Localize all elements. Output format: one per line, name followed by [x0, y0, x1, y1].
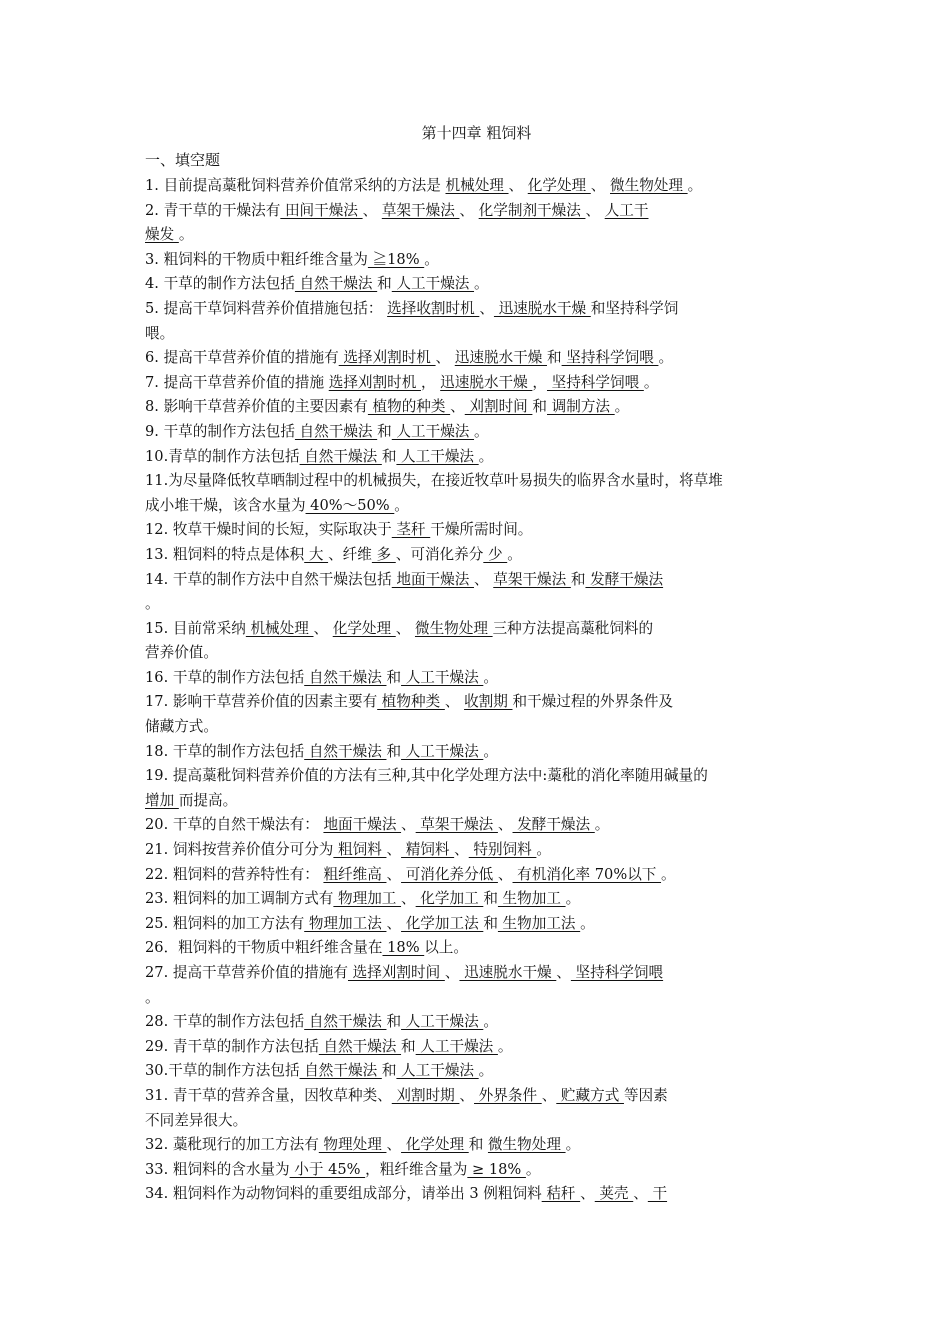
question-line: [145, 1109, 808, 1134]
question-line: [145, 346, 808, 371]
question-text: 。: [565, 1136, 581, 1154]
question-text: 、: [541, 1086, 557, 1104]
question-text: 17. 影响干草营养价值的因素主要有: [145, 693, 378, 711]
answer-blank: 调制方法: [547, 398, 615, 416]
question-text: 、: [395, 619, 415, 637]
question-text: 、: [585, 201, 605, 219]
answer-blank: 40%～50%: [305, 496, 395, 514]
question-text: 29. 青干草的制作方法包括: [145, 1037, 319, 1055]
question-text: 6. 提高干草营养价值的措施有: [145, 349, 339, 367]
question-text: 。: [565, 890, 581, 908]
question-text: 喂。: [145, 324, 175, 342]
answer-blank: 可消化养分低: [401, 865, 498, 883]
question-text: 20. 干草的自然干燥法有：: [145, 816, 324, 834]
question-text: 和: [381, 447, 397, 465]
question-text: 。: [394, 496, 409, 514]
question-text: 三种方法提高藁秕饲料的: [492, 619, 654, 637]
question-text: 。: [483, 1013, 498, 1031]
question-text: 3. 粗饲料的干物质中粗纤维含量为: [145, 250, 368, 268]
question-text: 和: [401, 1037, 416, 1055]
question-text: 30.干草的制作方法包括: [145, 1062, 300, 1080]
question-text: 25. 粗饲料的加工方法有: [145, 914, 305, 932]
question-text: ，: [532, 373, 547, 391]
answer-blank: 植物的种类: [367, 398, 451, 416]
question-text: 、: [444, 693, 465, 711]
question-line: [145, 1182, 808, 1207]
question-text: 、: [313, 619, 333, 637]
question-line: [145, 1010, 808, 1035]
answer-blank: 特别饲料: [468, 841, 537, 859]
answer-blank: 人工干: [604, 201, 649, 219]
answer-blank: 生物加工法: [497, 914, 581, 932]
answer-blank: 自然干燥法: [299, 447, 382, 465]
answer-blank: 草架干燥法: [493, 570, 571, 588]
question-text: 、: [450, 398, 465, 416]
question-text: 。: [661, 865, 676, 883]
question-text: 、: [401, 816, 416, 834]
answer-blank: 人工干燥法: [396, 1062, 479, 1080]
question-line: [145, 641, 808, 666]
question-line: [145, 690, 808, 715]
question-line: [145, 838, 808, 863]
question-text: 、: [590, 177, 610, 194]
question-text: 23. 粗饲料的加工调制方式有: [145, 890, 334, 908]
answer-blank: 草架干燥法: [381, 201, 460, 219]
question-text: 、: [580, 1185, 595, 1203]
answer-blank: 发酵干燥法: [512, 816, 595, 834]
answer-blank: 地面干燥法: [391, 570, 475, 588]
question-text: 7. 提高干草营养价值的措施: [145, 373, 329, 391]
answer-blank: 选择收割时机: [387, 299, 480, 317]
question-line: [145, 617, 808, 642]
question-text: 26．粗饲料的干物质中粗纤维含量在: [145, 939, 383, 957]
question-text: 11.为尽量降低牧草晒制过程中的机械损失，在接近牧草叶易损失的临界含水量时，将草堆: [145, 472, 723, 490]
question-text: 和: [546, 349, 562, 367]
question-line: [145, 322, 808, 347]
answer-blank: 植物种类: [377, 693, 445, 711]
question-text: 。: [507, 545, 522, 563]
question-line: [145, 199, 808, 224]
question-text: 和: [483, 914, 498, 932]
question-text: 。: [594, 816, 610, 834]
question-text: 、: [508, 177, 528, 194]
question-list: [145, 174, 808, 1207]
answer-blank: 物理处理: [318, 1136, 387, 1154]
question-text: 、: [386, 1136, 402, 1154]
question-text: 和: [570, 570, 586, 588]
question-line: [145, 420, 808, 445]
answer-blank: 大: [304, 545, 329, 563]
question-text: 。: [525, 1160, 541, 1178]
question-line: [145, 1084, 808, 1109]
answer-blank: 自然干燥法: [304, 742, 387, 760]
question-text: 18. 干草的制作方法包括: [145, 742, 305, 760]
question-text: 15. 目前常采纳: [145, 619, 246, 637]
question-text: 营养价值。: [145, 644, 218, 662]
answer-blank: 燥发: [145, 226, 179, 244]
question-text: 。: [474, 275, 489, 293]
answer-blank: 荚壳: [594, 1185, 634, 1203]
answer-blank: 迅速脱水干燥: [459, 964, 557, 981]
question-text: 27. 提高干草营养价值的措施有: [145, 964, 348, 981]
question-text: 31. 青干草的营养含量，因牧草种类、: [145, 1086, 392, 1104]
question-text: 、: [386, 914, 402, 932]
question-line: [145, 592, 808, 617]
question-text: 14. 干草的制作方法中自然干燥法包括: [145, 570, 392, 588]
answer-blank: 迅速脱水干燥: [440, 373, 533, 391]
question-text: 、: [386, 841, 402, 859]
answer-blank: 人工干燥法: [415, 1037, 498, 1055]
question-text: 等因素: [623, 1086, 668, 1104]
question-text: 不同差异很大。: [145, 1111, 248, 1129]
question-text: 、: [444, 964, 460, 981]
answer-blank: 化学处理: [527, 177, 591, 194]
question-line: [145, 912, 808, 937]
question-line: [145, 494, 808, 519]
question-text: 、可消化养分: [395, 545, 484, 563]
question-text: 。: [580, 914, 595, 932]
answer-blank: 18%: [382, 939, 425, 957]
question-line: [145, 445, 808, 470]
question-line: [145, 297, 808, 322]
question-text: 。: [424, 250, 439, 268]
answer-blank: 选择刈割时机: [338, 349, 436, 367]
answer-blank: 选择刈割时间: [347, 964, 445, 981]
answer-blank: 微生物处理: [610, 177, 688, 194]
question-text: 16. 干草的制作方法包括: [145, 668, 305, 686]
question-line: [145, 666, 808, 691]
question-text: 。: [643, 373, 659, 391]
answer-blank: 粗纤维高: [323, 865, 387, 883]
answer-blank: 收割期: [464, 693, 513, 711]
question-text: 和坚持科学饲: [590, 299, 679, 317]
question-text: 。: [178, 226, 194, 244]
question-text: 。: [145, 988, 160, 1006]
answer-blank: 人工干燥法: [391, 422, 475, 440]
answer-blank: 田间干燥法: [280, 201, 363, 219]
question-text: 19. 提高藁秕饲料营养价值的方法有三种,其中化学处理方法中:藁秕的消化率随用碱量的: [145, 767, 708, 785]
question-text: 13. 粗饲料的特点是体积: [145, 545, 305, 563]
question-line: [145, 863, 808, 888]
question-text: 和干燥过程的外界条件及: [512, 693, 674, 711]
section-heading: 一、填空题: [145, 151, 221, 169]
answer-blank: 物理加工法: [304, 914, 387, 932]
answer-blank: 人工干燥法: [396, 447, 479, 465]
question-text: 和: [377, 275, 392, 293]
question-line: [145, 1035, 808, 1060]
question-line: [145, 887, 808, 912]
question-text: 。: [536, 841, 551, 859]
answer-blank: 人工干燥法: [401, 668, 484, 686]
question-text: 成小堆干燥，该含水量为: [145, 496, 306, 514]
answer-blank: 化学加工法: [401, 914, 484, 932]
answer-blank: 自然干燥法: [294, 422, 378, 440]
question-line: [145, 1133, 808, 1158]
question-text: 、: [386, 865, 402, 883]
answer-blank: 机械处理: [445, 177, 509, 194]
question-line: [145, 223, 808, 248]
question-text: 和: [468, 1136, 488, 1154]
question-text: 、: [401, 890, 416, 908]
answer-blank: 刈割时期: [391, 1086, 460, 1104]
answer-blank: 粗饲料: [333, 841, 387, 859]
question-text: 和: [381, 1062, 397, 1080]
question-text: 5. 提高干草饲料营养价值措施包括：: [145, 299, 388, 317]
question-line: [145, 715, 808, 740]
answer-blank: 人工干燥法: [401, 1013, 484, 1031]
answer-blank: 干: [647, 1185, 668, 1203]
answer-blank: 秸秆: [541, 1185, 581, 1203]
question-text: 、: [497, 816, 513, 834]
answer-blank: 自然干燥法: [318, 1037, 402, 1055]
question-line: [145, 1059, 808, 1084]
question-text: 和: [386, 668, 402, 686]
answer-blank: 茎秆: [391, 521, 431, 539]
question-line: [145, 543, 808, 568]
answer-blank: ≥ 18%: [467, 1160, 526, 1178]
question-line: [145, 395, 808, 420]
answer-blank: 增加: [145, 791, 179, 809]
question-text: 10.青草的制作方法包括: [145, 447, 300, 465]
question-line: [145, 740, 808, 765]
question-text: 和: [386, 1013, 402, 1031]
question-text: 、: [362, 201, 382, 219]
question-text: 、: [459, 201, 479, 219]
question-text: 、: [633, 1185, 648, 1203]
answer-blank: 贮藏方式: [556, 1086, 624, 1104]
question-text: 、: [459, 1086, 475, 1104]
question-line: [145, 248, 808, 273]
answer-blank: 机械处理: [245, 619, 314, 637]
question-text: 。: [687, 177, 703, 194]
answer-blank: 地面干燥法: [323, 816, 402, 834]
question-text: 、: [556, 964, 571, 981]
question-text: 。: [483, 742, 498, 760]
answer-blank: 坚持科学饲喂: [546, 373, 644, 391]
answer-blank: 化学处理: [332, 619, 396, 637]
answer-blank: 少: [483, 545, 508, 563]
question-text: 4. 干草的制作方法包括: [145, 275, 295, 293]
question-text: 和: [532, 398, 548, 416]
answer-blank: 自然干燥法: [304, 668, 387, 686]
answer-blank: 微生物处理: [487, 1136, 566, 1154]
question-line: [145, 961, 808, 986]
question-text: 和: [483, 890, 498, 908]
question-line: [145, 1158, 808, 1183]
question-text: 22. 粗饲料的营养特性有：: [145, 865, 324, 883]
answer-blank: 化学处理: [401, 1136, 469, 1154]
question-text: 34. 粗饲料作为动物饲料的重要组成部分，请举出 3 例粗饲料: [145, 1185, 542, 1203]
answer-blank: 生物加工: [497, 890, 566, 908]
question-line: [145, 469, 808, 494]
answer-blank: 人工干燥法: [401, 742, 484, 760]
question-text: 储藏方式。: [145, 718, 218, 736]
answer-blank: 自然干燥法: [299, 1062, 382, 1080]
answer-blank: 草架干燥法: [415, 816, 498, 834]
question-line: [145, 813, 808, 838]
question-text: 。: [614, 398, 630, 416]
question-line: [145, 789, 808, 814]
question-text: 1. 目前提高藁秕饲料营养价值常采纳的方法是: [145, 177, 446, 194]
question-text: 21. 饲料按营养价值分可分为: [145, 841, 334, 859]
answer-blank: 精饲料: [401, 841, 455, 859]
question-line: [145, 986, 808, 1011]
chapter-title: 第十四章 粗饲料: [421, 124, 532, 142]
question-text: 、: [474, 570, 494, 588]
question-text: 、: [435, 349, 455, 367]
question-line: [145, 371, 808, 396]
question-text: 干燥所需时间。: [430, 521, 533, 539]
question-line: [145, 518, 808, 543]
question-text: 2. 青干草的干燥法有: [145, 201, 281, 219]
question-text: 和: [386, 742, 402, 760]
question-text: ，: [420, 373, 441, 391]
question-text: 32. 藁秕现行的加工方法有: [145, 1136, 319, 1154]
question-text: 9. 干草的制作方法包括: [145, 422, 295, 440]
question-text: 、: [454, 841, 469, 859]
question-line: [145, 174, 808, 199]
answer-blank: 微生物处理: [414, 619, 493, 637]
question-text: 。: [145, 595, 160, 613]
question-text: 。: [478, 1062, 494, 1080]
question-text: 。: [497, 1037, 513, 1055]
answer-blank: 坚持科学饲喂: [561, 349, 659, 367]
question-line: [145, 272, 808, 297]
answer-blank: 人工干燥法: [391, 275, 475, 293]
answer-blank: 外界条件: [474, 1086, 542, 1104]
answer-blank: 化学制剂干燥法: [478, 201, 586, 219]
question-text: 以上。: [424, 939, 468, 957]
answer-blank: 化学加工: [415, 890, 484, 908]
answer-blank: 多: [371, 545, 396, 563]
answer-blank: 刈割时间: [464, 398, 533, 416]
answer-blank: 自然干燥法: [304, 1013, 387, 1031]
answer-blank: 选择刈割时机: [328, 373, 421, 391]
question-line: [145, 764, 808, 789]
question-text: 而提高。: [178, 791, 238, 809]
answer-blank: 发酵干燥法: [585, 570, 664, 588]
answer-blank: 有机消化率 70%以下: [512, 865, 662, 883]
answer-blank: 物理加工: [333, 890, 402, 908]
question-text: 。: [474, 422, 489, 440]
answer-blank: 迅速脱水干燥: [454, 349, 547, 367]
question-line: [145, 936, 808, 961]
question-text: 8. 影响干草营养价值的主要因素有: [145, 398, 368, 416]
answer-blank: 迅速脱水干燥: [493, 299, 591, 317]
answer-blank: 自然干燥法: [294, 275, 378, 293]
question-text: 。: [658, 349, 674, 367]
question-line: [145, 568, 808, 593]
question-text: 33. 粗饲料的含水量为: [145, 1160, 290, 1178]
question-text: 28. 干草的制作方法包括: [145, 1013, 305, 1031]
question-text: 。: [483, 668, 498, 686]
question-text: 12. 牧草干燥时间的长短，实际取决于: [145, 521, 392, 539]
question-text: 、: [497, 865, 513, 883]
question-text: 、纤维: [328, 545, 372, 563]
answer-blank: ≧18%: [367, 250, 425, 268]
question-text: 和: [377, 422, 392, 440]
question-text: 。: [478, 447, 494, 465]
question-text: ，粗纤维含量为: [365, 1160, 468, 1178]
question-text: 、: [479, 299, 494, 317]
answer-blank: 坚持科学饲喂: [570, 964, 664, 981]
answer-blank: 小于 45%: [289, 1160, 366, 1178]
